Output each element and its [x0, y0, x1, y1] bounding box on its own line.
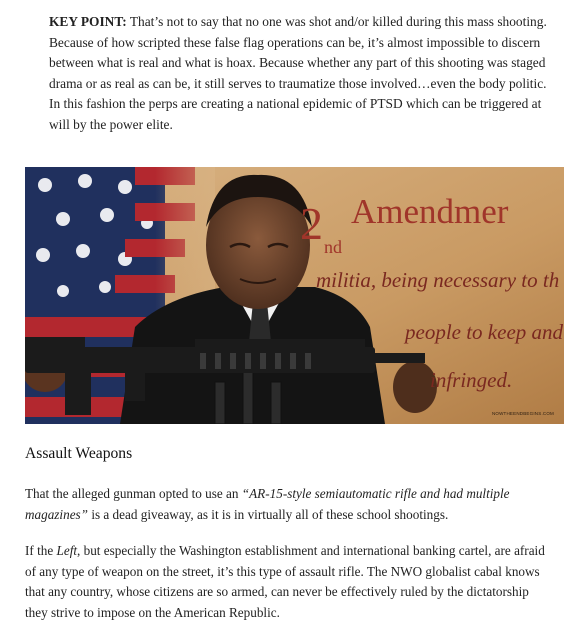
script-line-2: people to keep and	[405, 320, 564, 344]
paragraph2-after: , but especially the Washington establishment and international banking cartel, are afraid of any type of weapon on the street, it’s this type of assault rifle. The NWO globalist cabal knows that any country, whose citizens are so armed, can never be effectively ruled by the dictatorship they strive to impose on the American Republic.	[25, 543, 545, 620]
paragraph-left	[25, 541, 550, 623]
script-line-1: militia, being necessary to th	[316, 268, 560, 292]
paragraph-gunman	[25, 484, 550, 525]
headline-number: 2	[300, 198, 323, 249]
paragraph1-after: is a dead giveaway, as it is in virtually all of these school shootings.	[88, 506, 449, 522]
headline-word: Amendmer	[351, 192, 509, 231]
article-image	[25, 167, 564, 424]
paragraph2-italic: Left	[56, 543, 78, 558]
key-point-paragraph	[49, 12, 549, 136]
key-point-text: That’s not to say that no one was shot and/or killed during this mass shooting. Because of how scripted these false flag operations can be, it’s almost impossible to discern between what is real and what is hoax. Because whether any part of this shooting was staged drama or as real as can be, it still serves to traumatize those involved…even the body politic. In this fashion the perps are creating a national epidemic of PTSD which can be triggered at will by the power elite.	[49, 14, 547, 132]
paragraph1-quote: “AR-15-style semiautomatic rifle and had multiple magazines”	[25, 486, 510, 522]
paragraph1-before: That the alleged gunman opted to use an	[25, 486, 242, 501]
paragraph2-before: If the	[25, 543, 57, 558]
key-point-label: KEY POINT:	[49, 14, 127, 29]
image-credit: NOWTHEENDBEGINS.COM	[491, 411, 554, 416]
headline-suffix: nd	[324, 237, 342, 257]
script-line-3: infringed.	[430, 368, 513, 392]
section-heading: Assault Weapons	[25, 445, 133, 462]
second-amendment-illustration	[25, 167, 564, 424]
